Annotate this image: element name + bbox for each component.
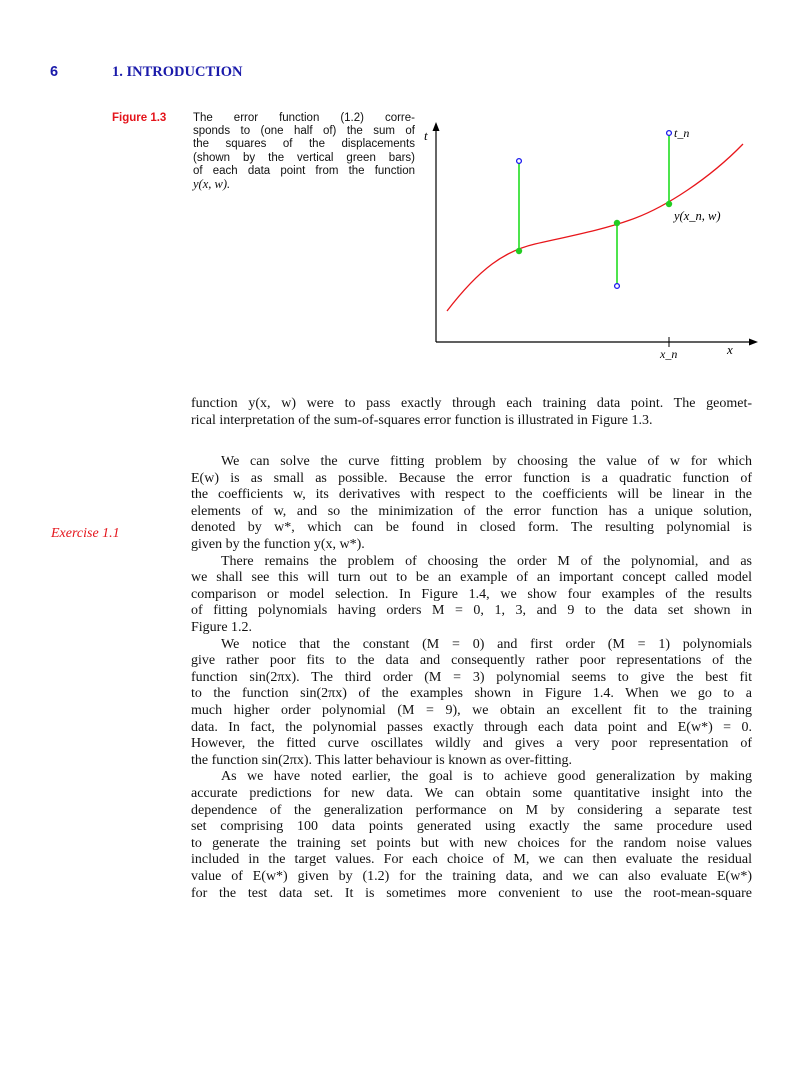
text-line: rical interpretation of the sum-of-squares error function is illustrated in Figure 1.3. [191,412,653,428]
caption-line: the squares of the displacements [193,138,415,151]
text-line: elements of w, and so the minimization of the error function has a unique solution, [191,503,752,519]
caption-line: y(x, w). [193,177,231,192]
text-line: However, the fitted curve oscillates wildly and gives a very poor representation of [191,736,752,752]
caption-line: (shown by the vertical green bars) [193,151,415,164]
paragraph [191,454,752,554]
text-line: function sin(2πx). The third order (M = 3) polynomial seems to give the best fit [191,669,752,685]
text-line: accurate predictions for new data. We can obtain some quantitative insight into the [191,785,752,801]
text-line: we shall see this will turn out to be an example of an important concept called model [191,570,752,586]
data-point-1 [517,159,522,164]
x-axis-arrowhead [749,339,758,346]
text-line: given by the function y(x, w*). [191,536,365,552]
text-line: set comprising 100 data points generated using exactly the same procedure used [191,819,752,835]
text-line: E(w) is as small as possible. Because the error function is a quadratic function of [191,470,752,486]
text-line: give rather poor fits to the data and consequently rather poor representations of the [191,653,752,669]
fit-point-3 [666,201,672,207]
text-line: much higher order polynomial (M = 9), we obtain an excellent fit to the training [191,702,752,718]
y-axis-label: t [424,128,428,143]
text-line: to the function sin(2πx) of the examples shown in Figure 1.4. When we go to a [191,686,752,702]
text-line: dependence of the generalization performance on M by considering a separate test [191,802,752,818]
data-point-2 [615,284,620,289]
text-line: the coefficients w, its derivatives with respect to the coefficients will be linear in the [191,487,752,503]
figure-label: Figure 1.3 [112,112,167,124]
text-line: for the test data set. It is sometimes more convenient to use the root-mean-square [191,885,752,901]
figure-caption [193,112,415,191]
tn-label: t_n [674,126,690,140]
text-line: value of E(w*) given by (1.2) for the training data, and we can also evaluate E(w*) [191,868,752,884]
x-axis-label: x [727,342,733,357]
fit-point-2 [614,220,620,226]
text-line: There remains the problem of choosing the order M of the polynomial, and as [221,553,752,569]
text-line: comparison or model selection. In Figure 1.4, we show four examples of the results [191,586,752,602]
paragraph [191,769,752,902]
exercise-margin-note: Exercise 1.1 [51,526,120,541]
error-function-figure [420,118,765,368]
caption-line: The error function (1.2) corre- [193,112,415,124]
text-line: to generate the training set points but with new choices for the random noise values [191,835,752,851]
page-number: 6 [50,64,59,80]
fitted-curve [447,144,743,311]
paragraph [191,637,752,770]
data-point-3 [667,131,672,136]
caption-line: of each data point from the function [193,164,415,177]
text-line: We notice that the constant (M = 0) and first order (M = 1) polynomials [221,636,752,652]
text-line: We can solve the curve fitting problem by choosing the value of w for which [221,454,752,469]
text-line: data. In fact, the polynomial passes exactly through each data point and E(w*) = 0. [191,719,752,735]
text-line: of fitting polynomials having orders M = 0, 1, 3, and 9 to the data set shown in [191,603,752,619]
text-line: the function sin(2πx). This latter behaviour is known as over-fitting. [191,752,572,768]
text-line: function y(x, w) were to pass exactly through each training data point. The geomet- [191,396,752,411]
xn-tick-label: x_n [660,347,678,361]
text-line: denoted by w*, which can be found in closed form. The resulting polynomial is [191,520,752,536]
text-line: included in the target values. For each choice of M, we can then evaluate the residual [191,852,752,868]
paragraph [191,396,752,429]
y-axis-arrowhead [433,122,440,131]
chapter-title: 1. INTRODUCTION [112,64,243,80]
text-line: As we have noted earlier, the goal is to achieve good generalization by making [221,769,752,785]
curve-label: y(x_n, w) [674,209,721,223]
caption-line: sponds to (one half of) the sum of [193,125,415,138]
text-line: Figure 1.2. [191,619,253,635]
paragraph [191,554,752,637]
fit-point-1 [516,248,522,254]
